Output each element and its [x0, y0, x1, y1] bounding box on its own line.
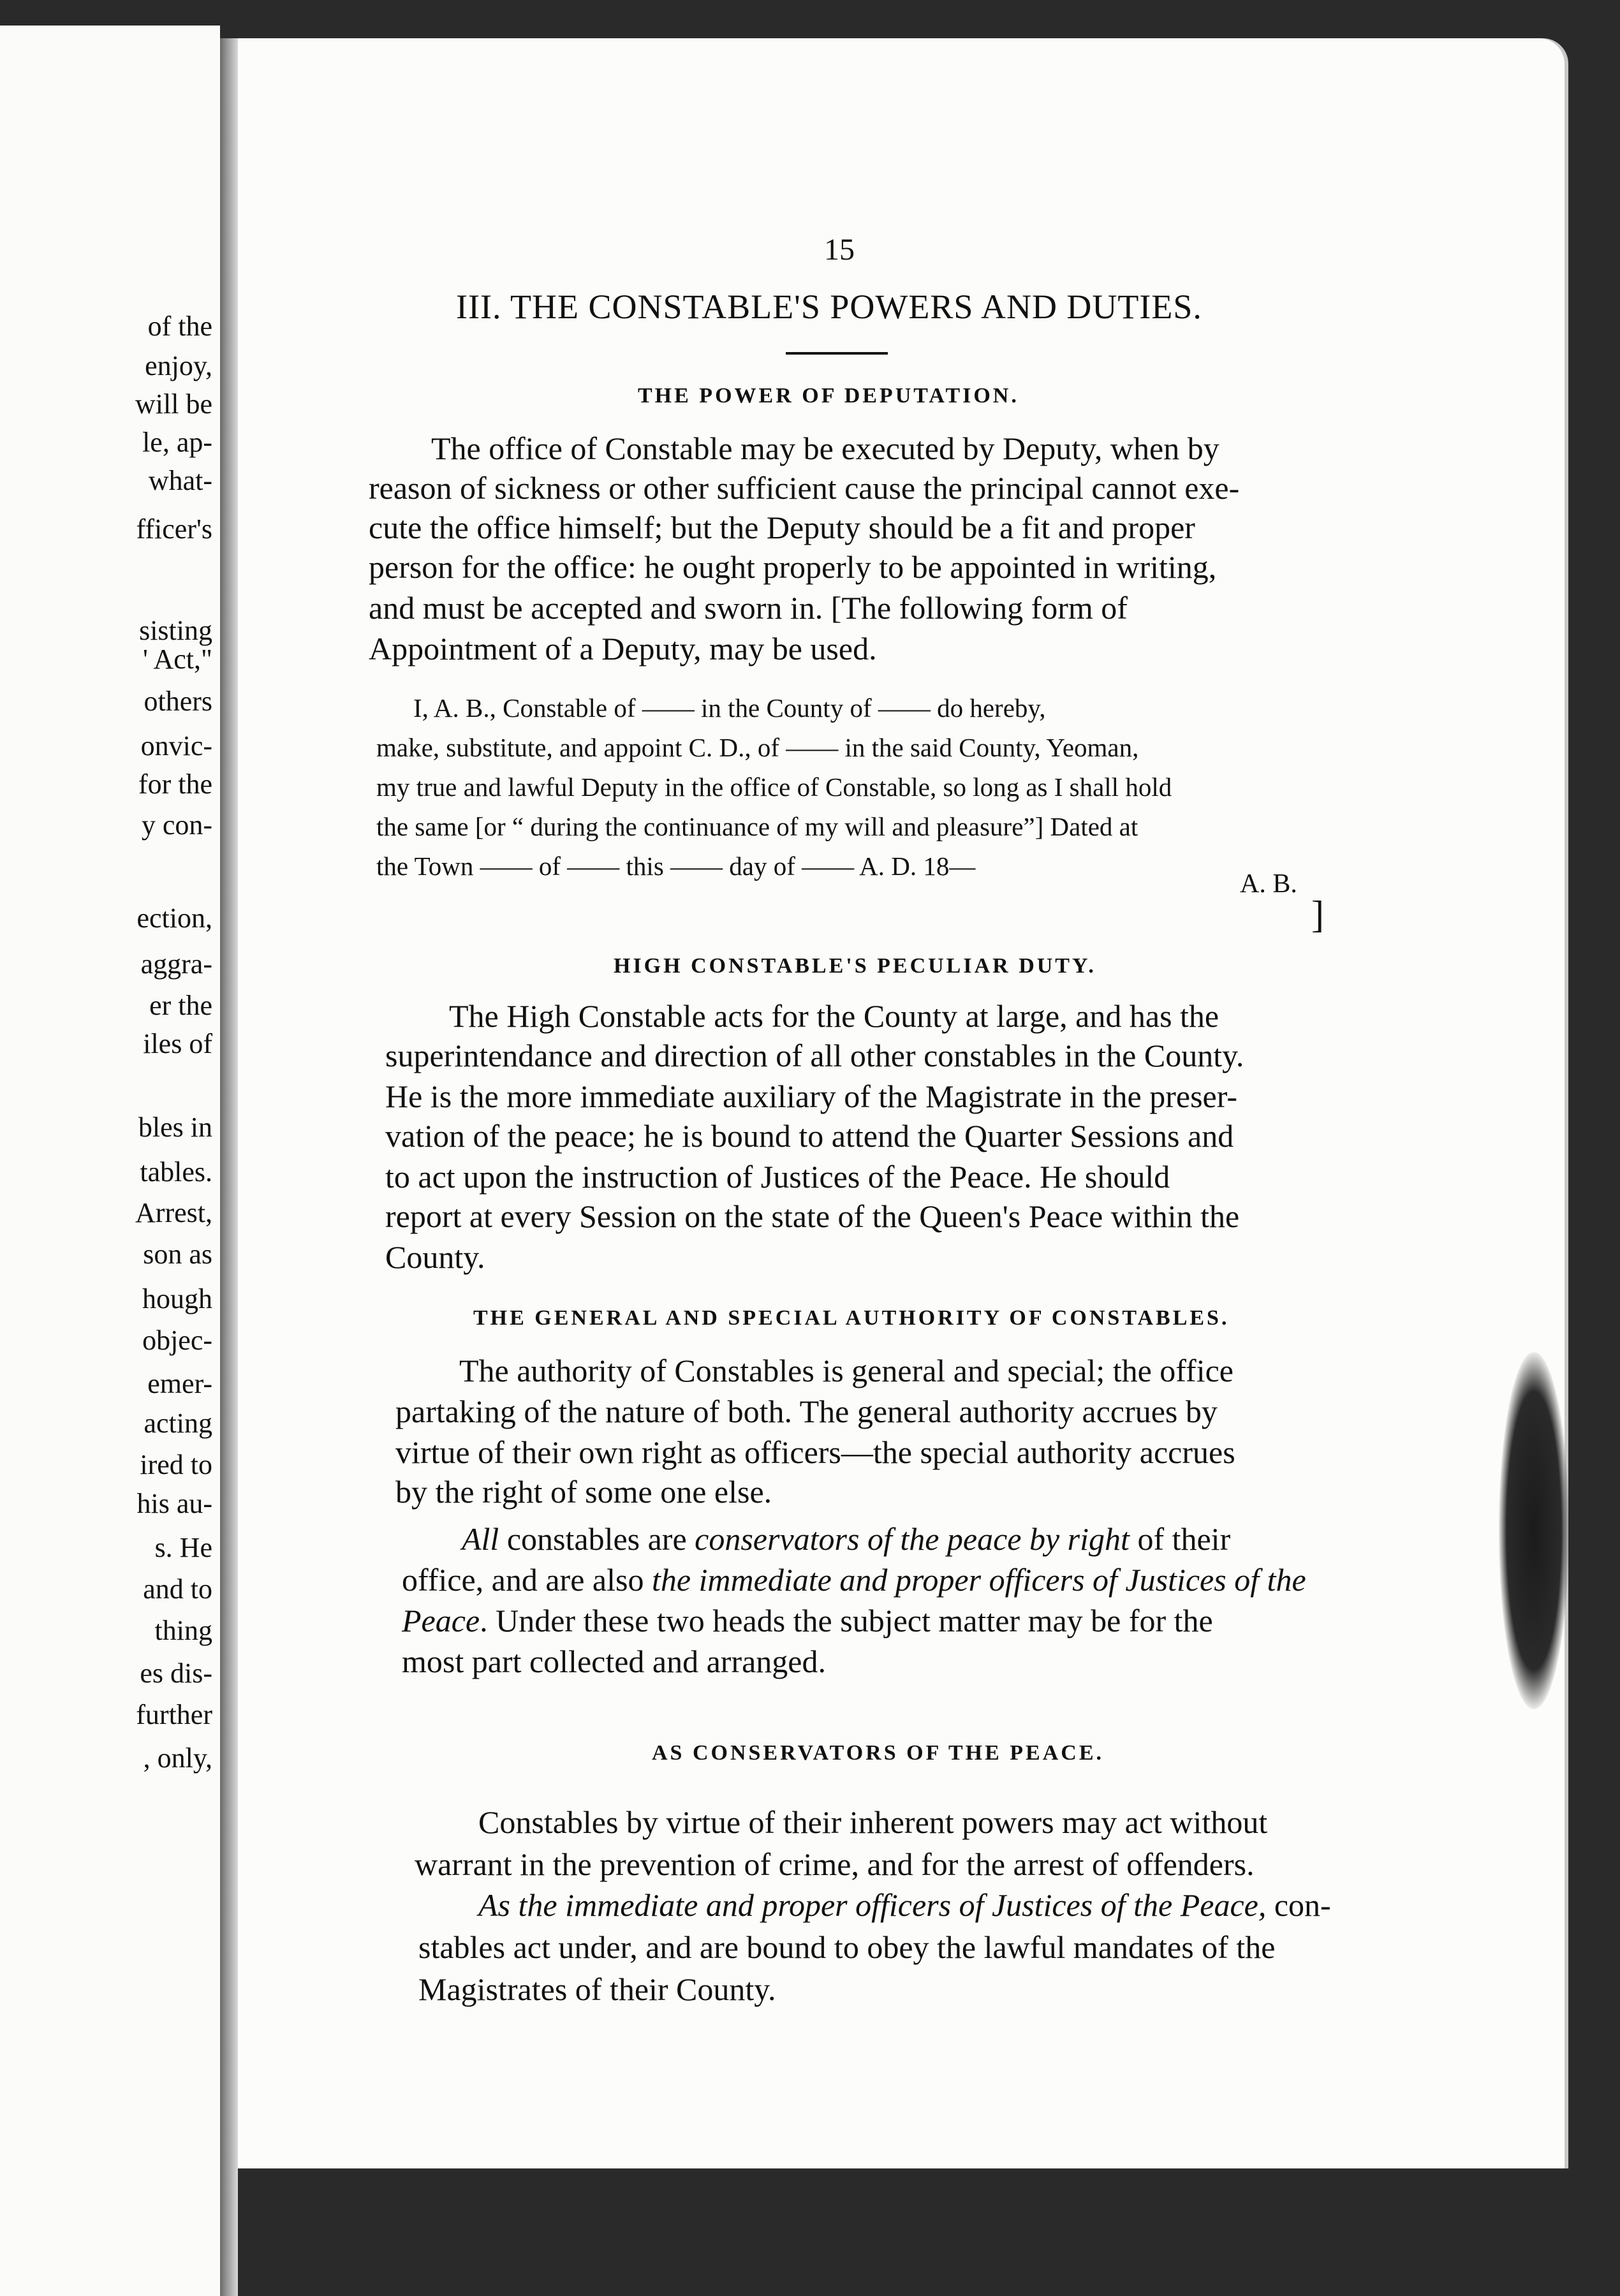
left-page-fragment: objec-: [142, 1325, 212, 1356]
italic-text: All: [462, 1521, 499, 1557]
left-page-fragment: er the: [149, 990, 212, 1021]
left-page-fragment: sisting: [139, 615, 212, 646]
paragraph-line: Appointment of a Deputy, may be used.: [369, 631, 877, 666]
paragraph-line: virtue of their own right as officers—the special authority accrues: [395, 1434, 1235, 1470]
left-page-fragment: bles in: [138, 1112, 212, 1143]
italic-text: the immediate and proper officers of Justices of the: [651, 1562, 1306, 1598]
paragraph-line: [462, 1523, 1230, 1555]
left-page-fragment: acting: [144, 1408, 212, 1439]
heading-power-of-deputation: THE POWER OF DEPUTATION.: [638, 384, 1019, 408]
paragraph-line: and must be accepted and sworn in. [The following form of: [369, 590, 1128, 626]
paragraph-line: stables act under, and are bound to obey the lawful mandates of the: [418, 1929, 1276, 1965]
form-line: I, A. B., Constable of —— in the County of —— do hereby,: [413, 693, 1046, 723]
paragraph-line: [478, 1889, 1331, 1921]
page-number: 15: [824, 233, 855, 267]
form-line: my true and lawful Deputy in the office of Constable, so long as I shall hold: [376, 772, 1172, 802]
left-page-fragment: y con-: [141, 809, 212, 841]
paragraph-line: He is the more immediate auxiliary of the Magistrate in the preser-: [385, 1078, 1238, 1114]
paragraph-line: Magistrates of their County.: [418, 1971, 776, 2007]
paragraph-line: person for the office: he ought properly to be appointed in writing,: [369, 549, 1217, 585]
left-page-fragment: for the: [138, 769, 212, 800]
paragraph-line: County.: [385, 1239, 485, 1275]
left-page-fragment: what-: [148, 465, 212, 496]
left-page-fragment: s. He: [154, 1532, 212, 1563]
left-page-fragment: ' Act,": [143, 644, 212, 675]
left-page-fragment: hough: [142, 1283, 212, 1314]
left-page-fragment: further: [136, 1699, 212, 1730]
left-page-fragment: fficer's: [136, 513, 212, 545]
paragraph-line: [402, 1605, 1213, 1637]
paragraph-line: report at every Session on the state of the Queen's Peace within the: [385, 1198, 1240, 1234]
left-page-fragment: Arrest,: [135, 1197, 212, 1228]
left-page-fragment: onvic-: [140, 730, 212, 762]
left-page-edge: [0, 26, 220, 2296]
plain-text: . Under these two heads the subject matter may be for the: [480, 1603, 1213, 1638]
left-page-fragment: emer-: [147, 1368, 212, 1399]
paragraph-line: The High Constable acts for the County at large, and has the: [449, 998, 1219, 1034]
left-page-fragment: enjoy,: [145, 350, 212, 381]
left-page-fragment: tables.: [140, 1156, 212, 1188]
left-page-fragment: le, ap-: [142, 427, 212, 458]
left-page-fragment: his au-: [136, 1488, 212, 1519]
left-page-fragment: thing: [154, 1615, 212, 1646]
paragraph-line: vation of the peace; he is bound to attend the Quarter Sessions and: [385, 1118, 1234, 1154]
form-line: the Town —— of —— this —— day of —— A. D. 18—: [376, 851, 976, 881]
italic-text: conservators of the peace by right: [695, 1521, 1130, 1557]
book-gutter: [220, 38, 238, 2296]
paragraph-line: The office of Constable may be executed by Deputy, when by: [431, 430, 1219, 466]
italic-text: As the immediate and proper officers of Justices of the Peace,: [478, 1887, 1267, 1923]
heading-high-constable-duty: HIGH CONSTABLE'S PECULIAR DUTY.: [614, 954, 1096, 978]
plain-text: con-: [1266, 1887, 1331, 1923]
heading-conservators-of-peace: AS CONSERVATORS OF THE PEACE.: [652, 1741, 1105, 1765]
paragraph-line: The authority of Constables is general and special; the office: [459, 1353, 1233, 1388]
chapter-title: III. THE CONSTABLE'S POWERS AND DUTIES.: [456, 288, 1202, 326]
paragraph-line: Constables by virtue of their inherent powers may act without: [478, 1804, 1268, 1840]
paragraph-line: warrant in the prevention of crime, and for the arrest of offenders.: [415, 1846, 1255, 1882]
left-page-fragment: es dis-: [140, 1658, 212, 1689]
paragraph-line: superintendance and direction of all other constables in the County.: [385, 1038, 1244, 1073]
left-page-fragment: ired to: [140, 1449, 212, 1480]
paragraph-line: to act upon the instruction of Justices of the Peace. He should: [385, 1159, 1170, 1195]
form-line: the same [or “ during the continuance of my will and pleasure”] Dated at: [376, 812, 1138, 841]
closing-bracket: ]: [1311, 894, 1324, 936]
plain-text: constables are: [499, 1521, 695, 1557]
paragraph-line: most part collected and arranged.: [402, 1644, 826, 1679]
plain-text: office, and are also: [402, 1562, 652, 1598]
left-page-fragment: others: [144, 686, 212, 717]
left-page-fragment: aggra-: [140, 948, 212, 980]
paragraph-line: partaking of the nature of both. The general authority accrues by: [395, 1394, 1218, 1429]
left-page-fragment: ection,: [136, 902, 212, 934]
form-line: make, substitute, and appoint C. D., of —— in the said County, Yeoman,: [376, 733, 1139, 762]
plain-text: of their: [1129, 1521, 1231, 1557]
paragraph-line: [402, 1564, 1306, 1596]
left-page-fragment: iles of: [143, 1028, 212, 1059]
heading-general-special-authority: THE GENERAL AND SPECIAL AUTHORITY OF CONSTABLES.: [473, 1306, 1230, 1330]
italic-text: Peace: [402, 1603, 480, 1638]
paragraph-line: reason of sickness or other sufficient cause the principal cannot exe-: [369, 470, 1240, 506]
page-shadow: [1499, 1352, 1569, 1709]
left-page-fragment: of the: [147, 311, 212, 342]
left-page-fragment: son as: [143, 1239, 212, 1270]
title-rule: [786, 352, 888, 355]
left-page-fragment: will be: [135, 388, 212, 420]
paragraph-line: by the right of some one else.: [395, 1474, 772, 1510]
signature-initials: A. B.: [1240, 869, 1297, 899]
left-page-fragment: and to: [143, 1573, 212, 1605]
paragraph-line: cute the office himself; but the Deputy should be a fit and proper: [369, 510, 1195, 545]
left-page-fragment: , only,: [143, 1742, 212, 1774]
